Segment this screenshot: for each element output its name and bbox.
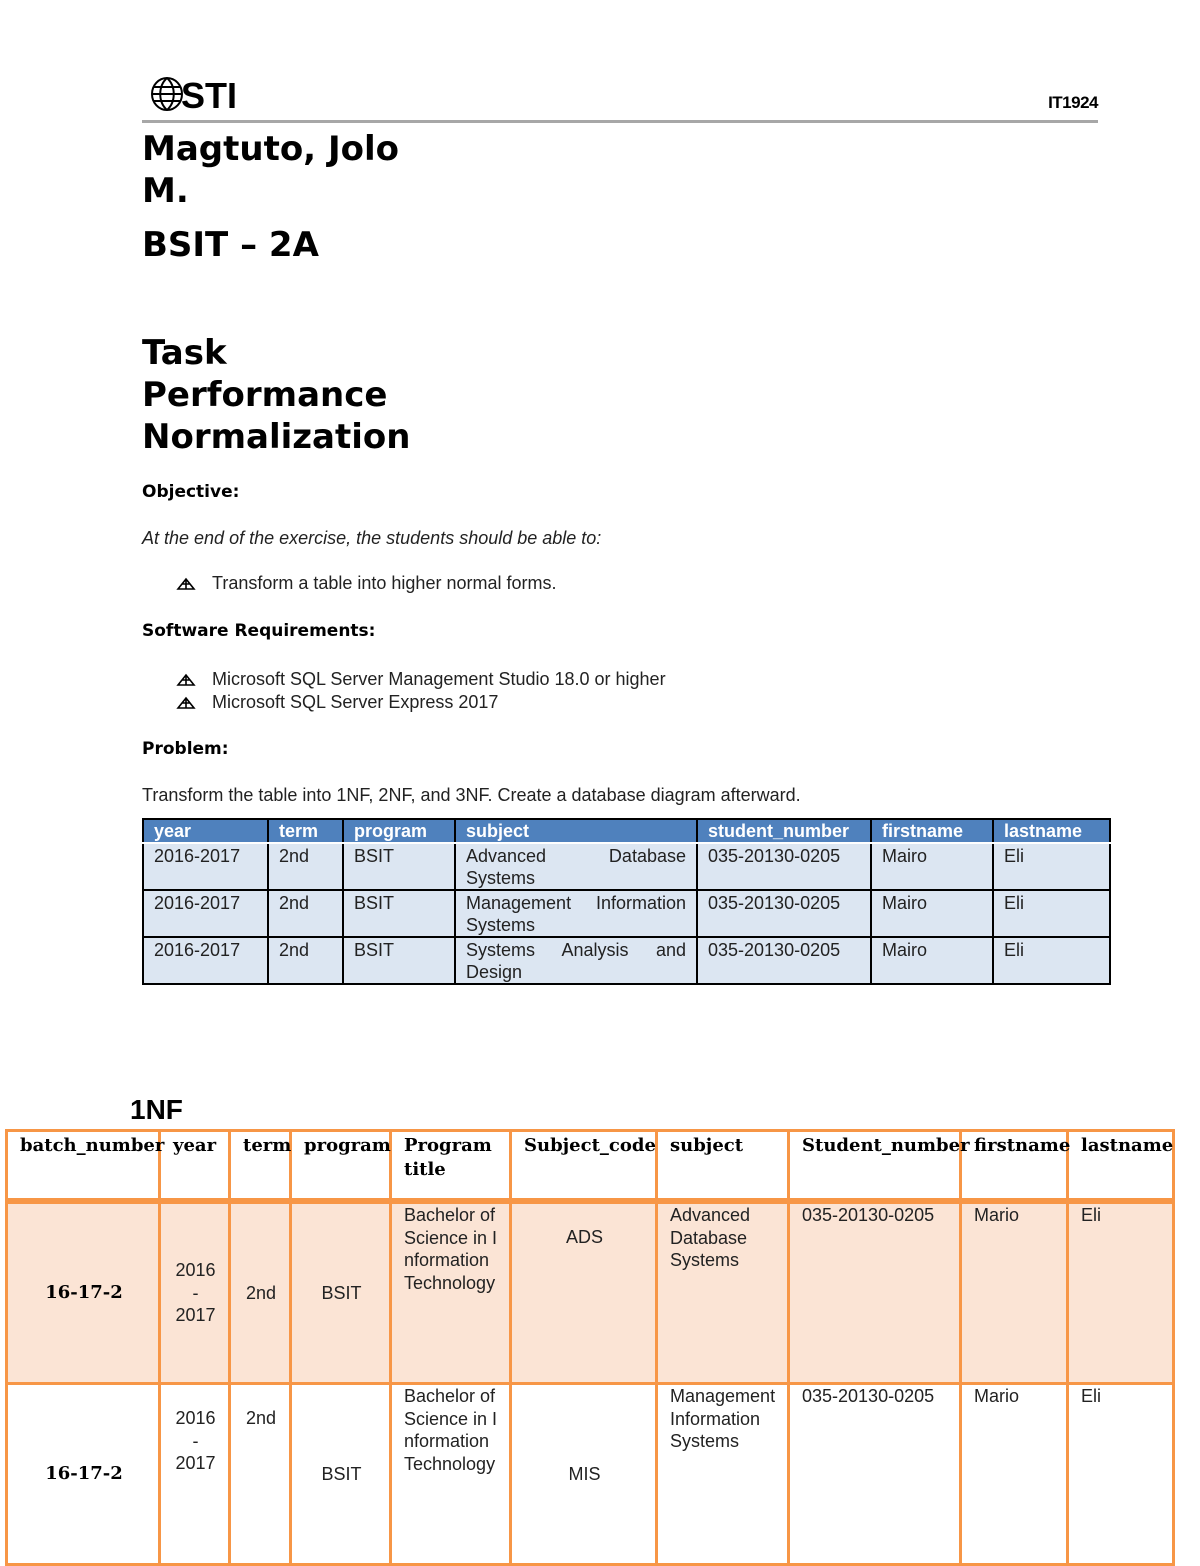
table-cell: Advanced Database Systems xyxy=(455,843,697,890)
problem-text: Transform the table into 1NF, 2NF, and 3NF. Create a database diagram afterward. xyxy=(142,785,801,805)
software-item-text: Microsoft SQL Server Management Studio 18.0 or higher xyxy=(212,669,666,689)
table-cell: 035-20130-0205 xyxy=(789,1384,961,1565)
table-row xyxy=(143,937,1110,984)
column-header: firstname xyxy=(871,819,993,843)
table-cell: 035-20130-0205 xyxy=(697,843,871,890)
table-cell: 2nd xyxy=(230,1201,291,1384)
problem-table xyxy=(142,818,1111,985)
column-header: subject xyxy=(657,1131,789,1202)
software-heading: Software Requirements: xyxy=(142,621,376,641)
software-item xyxy=(176,669,666,690)
table-cell: ADS xyxy=(511,1201,657,1384)
course-code: IT1924 xyxy=(1048,93,1098,112)
column-header: year xyxy=(160,1131,230,1202)
table-cell: Eli xyxy=(993,937,1110,984)
table-cell: Mairo xyxy=(871,843,993,890)
table-cell: 16-17-2 xyxy=(7,1201,160,1384)
table-row xyxy=(7,1384,1174,1565)
sti-logo xyxy=(150,72,240,114)
nf1-heading: 1NF xyxy=(130,1094,183,1125)
logo-text: STI xyxy=(181,75,238,114)
objective-item-text: Transform a table into higher normal forms. xyxy=(212,573,557,593)
problem-heading: Problem: xyxy=(142,739,229,759)
table-header-row xyxy=(143,819,1110,843)
student-section: BSIT – 2A xyxy=(142,225,319,265)
column-header: lastname xyxy=(993,819,1110,843)
table-cell: Advanced Database Systems xyxy=(657,1201,789,1384)
table-cell: 035-20130-0205 xyxy=(697,890,871,937)
objective-heading: Objective: xyxy=(142,482,240,502)
table-cell: Eli xyxy=(1068,1201,1174,1384)
table-cell: BSIT xyxy=(291,1384,391,1565)
table-cell: 2nd xyxy=(268,843,343,890)
column-header: Student_number xyxy=(789,1131,961,1202)
student-name: Magtuto, Jolo M. xyxy=(142,129,399,211)
objective-item xyxy=(176,573,556,594)
table-cell: Mario xyxy=(961,1384,1068,1565)
task-title: Task Performance Normalization xyxy=(142,333,411,457)
table-cell: 2016-2017 xyxy=(143,937,268,984)
table-cell: Bachelor of Science in Information Technology xyxy=(391,1201,511,1384)
table-cell: 2016 - 2017 xyxy=(160,1384,230,1565)
table-cell: 16-17-2 xyxy=(7,1384,160,1565)
nf1-table xyxy=(5,1129,1175,1566)
table-cell: 2nd xyxy=(268,937,343,984)
table-cell: 2nd xyxy=(230,1384,291,1565)
table-row xyxy=(143,843,1110,890)
table-cell: Mairo xyxy=(871,890,993,937)
column-header: program xyxy=(291,1131,391,1202)
table-row xyxy=(7,1201,1174,1384)
table-cell: Eli xyxy=(1068,1384,1174,1565)
table-cell: 2016-2017 xyxy=(143,843,268,890)
table-cell: Eli xyxy=(993,890,1110,937)
software-item xyxy=(176,692,498,713)
table-cell: Mario xyxy=(961,1201,1068,1384)
column-header: firstname xyxy=(961,1131,1068,1202)
bullet-icon xyxy=(176,577,196,591)
table-cell: 2016-2017 xyxy=(143,890,268,937)
table-cell: BSIT xyxy=(343,890,455,937)
column-header: program xyxy=(343,819,455,843)
column-header: year xyxy=(143,819,268,843)
table-cell: BSIT xyxy=(343,843,455,890)
column-header: student_number xyxy=(697,819,871,843)
column-header: Program title xyxy=(391,1131,511,1202)
bullet-icon xyxy=(176,696,196,710)
bullet-icon xyxy=(176,673,196,687)
column-header: Subject_code xyxy=(511,1131,657,1202)
table-cell: BSIT xyxy=(291,1201,391,1384)
table-cell: Management Information Systems xyxy=(455,890,697,937)
table-cell: 035-20130-0205 xyxy=(697,937,871,984)
column-header: lastname xyxy=(1068,1131,1174,1202)
table-row xyxy=(143,890,1110,937)
globe-icon xyxy=(150,72,240,114)
column-header: subject xyxy=(455,819,697,843)
table-cell: 2016 - 2017 xyxy=(160,1201,230,1384)
table-cell: 2nd xyxy=(268,890,343,937)
table-cell: BSIT xyxy=(343,937,455,984)
table-cell: Eli xyxy=(993,843,1110,890)
column-header: term xyxy=(268,819,343,843)
table-cell: Mairo xyxy=(871,937,993,984)
objective-intro: At the end of the exercise, the students should be able to: xyxy=(142,528,602,548)
table-cell: Management Information Systems xyxy=(657,1384,789,1565)
column-header: term xyxy=(230,1131,291,1202)
table-cell: 035-20130-0205 xyxy=(789,1201,961,1384)
column-header: batch_number xyxy=(7,1131,160,1202)
table-cell: MIS xyxy=(511,1384,657,1565)
table-header-row xyxy=(7,1131,1174,1202)
header-rule xyxy=(142,120,1098,123)
software-item-text: Microsoft SQL Server Express 2017 xyxy=(212,692,499,712)
table-cell: Systems Analysis and Design xyxy=(455,937,697,984)
table-cell: Bachelor of Science in Information Technology xyxy=(391,1384,511,1565)
